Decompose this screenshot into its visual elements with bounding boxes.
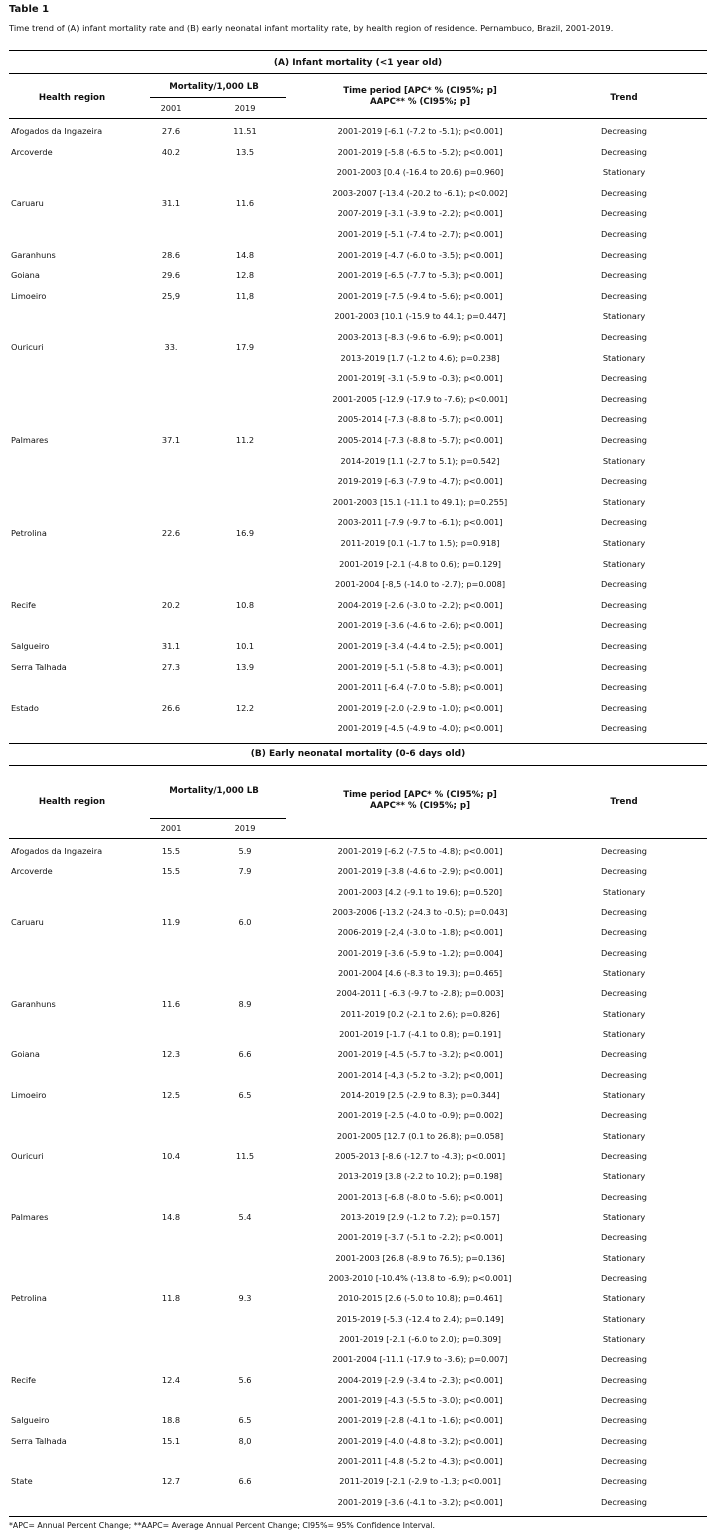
section-b-region-header: Health region [38, 797, 106, 807]
trend-value: Decreasing [600, 1476, 647, 1487]
rate-2001: 10.4 [161, 1151, 181, 1161]
trend-value: Stationary [602, 455, 646, 466]
rate-2001: 31.1 [161, 641, 181, 651]
trend-value: Decreasing [600, 1069, 647, 1080]
trend-value: Decreasing [600, 1435, 647, 1446]
period-header-line2: AAPC** % (CI95%; p] [370, 97, 470, 107]
rate-2019: 11.2 [235, 435, 255, 445]
region-name: Garanhuns [11, 998, 56, 1009]
trend-value: Stationary [602, 1252, 646, 1263]
trend-value: Stationary [602, 1130, 646, 1141]
region-name: Palmares [11, 1212, 49, 1222]
time-period: 2001-2019 [-3.7 (-5.1 to -2.2); p<0.001] [337, 1232, 503, 1243]
rate-2019: 8,0 [238, 1435, 252, 1446]
trend-value: Decreasing [600, 1415, 647, 1426]
rate-2001: 12.4 [161, 1374, 181, 1385]
rate-2001: 11.8 [161, 1293, 181, 1304]
table-bottom-rule [9, 1516, 707, 1517]
time-period: 2007-2019 [-3.1 (-3.9 to -2.2); p<0.001] [337, 208, 503, 219]
time-period: 2003-2007 [-13.4 (-20.2 to -6.1); p<0.002] [332, 187, 508, 198]
trend-value: Stationary [602, 1171, 646, 1182]
rate-2001: 37.1 [161, 435, 181, 445]
trend-value: Stationary [602, 538, 646, 548]
trend-value: Decreasing [600, 290, 647, 301]
trend-value: Decreasing [600, 1496, 647, 1507]
trend-value: Decreasing [600, 907, 647, 917]
trend-value: Decreasing [600, 682, 647, 693]
trend-value: Decreasing [600, 599, 647, 610]
section-a-region-header: Health region [38, 93, 106, 103]
region-name: Ouricuri [11, 342, 44, 353]
region-name: Serra Talhada [11, 1435, 67, 1446]
table-caption: Time trend of (A) infant mortality rate and (B) early neonatal infant mortality rate, by health region of residence. Pernambuco, Brazil, 2001-2019. [9, 22, 707, 51]
time-period: 2011-2019 [0.1 (-1.7 to 1.5); p=0.918] [340, 538, 500, 548]
section-b-top-rule [9, 765, 707, 766]
region-name: Salgueiro [11, 1415, 50, 1426]
trend-value: Decreasing [600, 1354, 647, 1365]
time-period: 2001-2019 [-2.1 (-6.0 to 2.0); p=0.309] [339, 1334, 501, 1344]
time-period: 2001-2003 [10.1 (-15.9 to 44.1; p=0.447] [334, 311, 506, 322]
rate-2019: 11.6 [235, 198, 255, 209]
section-a-mortality-header: Mortality/1,000 LB [169, 82, 259, 92]
time-period: 2001-2005 [-12.9 (-17.9 to -7.6); p<0.001] [332, 393, 508, 404]
time-period: 2001-2019[ -3.1 (-5.9 to -0.3); p<0.001] [337, 373, 503, 384]
section-b-trend-header: Trend [610, 797, 638, 807]
time-period: 2001-2019 [-2.1 (-4.8 to 0.6); p=0.129] [339, 558, 501, 569]
trend-value: Stationary [602, 1313, 646, 1324]
rate-2019: 10.8 [235, 599, 255, 610]
region-name: Afogados da Ingazeira [11, 126, 103, 136]
time-period: 2001-2011 [-6.4 (-7.0 to -5.8); p<0.001] [337, 682, 503, 693]
trend-value: Decreasing [600, 1110, 647, 1121]
time-period: 2011-2019 [0.2 (-2.1 to 2.6); p=0.826] [340, 1008, 500, 1019]
time-period: 2013-2019 [2.9 (-1.2 to 7.2); p=0.157] [340, 1212, 500, 1222]
time-period: 2005-2013 [-8.6 (-12.7 to -4.3); p<0.001] [334, 1151, 506, 1161]
section-a-year-2019: 2019 [234, 103, 256, 113]
rate-2001: 12.3 [161, 1049, 181, 1060]
time-period: 2014-2019 [1.1 (-2.7 to 5.1); p=0.542] [340, 455, 500, 466]
section-b-header-rule [9, 838, 707, 839]
rate-2019: 8.9 [238, 998, 252, 1009]
region-name: Petrolina [11, 1293, 47, 1304]
time-period: 2001-2004 [-8,5 (-14.0 to -2.7); p=0.008] [334, 579, 506, 590]
time-period: 2004-2011 [ -6.3 (-9.7 to -2.8); p=0.003] [336, 988, 504, 999]
time-period: 2001-2003 [26.8 (-8.9 to 76.5); p=0.136] [335, 1252, 505, 1263]
rate-2019: 12.2 [235, 702, 255, 713]
time-period: 2001-2019 [-4.5 (-4.9 to -4.0); p<0.001] [337, 723, 503, 734]
region-name: Recife [11, 1374, 37, 1385]
time-period: 2001-2014 [-4,3 (-5.2 to -3.2); p<0,001] [337, 1069, 503, 1080]
period-header-line2: AAPC** % (CI95%; p] [370, 801, 470, 811]
section-a-title: (A) Infant mortality (<1 year old) [273, 58, 443, 68]
rate-2019: 5.4 [238, 1212, 252, 1222]
rate-2019: 7.9 [238, 866, 252, 877]
time-period: 2004-2019 [-2.9 (-3.4 to -2.3); p<0.001] [337, 1374, 503, 1385]
trend-value: Stationary [602, 968, 646, 978]
time-period: 2001-2019 [-4.0 (-4.8 to -3.2); p<0.001] [337, 1435, 503, 1446]
rate-2001: 25,9 [161, 290, 181, 301]
trend-value: Stationary [602, 558, 646, 569]
time-period: 2006-2019 [-2,4 (-3.0 to -1.8); p<0.001] [337, 927, 503, 938]
time-period: 2001-2003 [15.1 (-11.1 to 49.1); p=0.255] [332, 496, 508, 507]
rate-2019: 11.51 [233, 126, 257, 136]
time-period: 2001-2019 [-7.5 (-9.4 to -5.6); p<0.001] [337, 290, 503, 301]
trend-value: Decreasing [600, 927, 647, 938]
section-b-year-2001: 2001 [160, 823, 182, 833]
time-period: 2001-2019 [-5.8 (-6.5 to -5.2); p<0.001] [337, 146, 503, 157]
trend-value: Decreasing [600, 661, 647, 672]
rate-2001: 40.2 [161, 146, 181, 157]
rate-2001: 26.6 [161, 702, 181, 713]
rate-2019: 6.6 [238, 1476, 252, 1487]
trend-value: Stationary [602, 311, 646, 322]
time-period: 2001-2019 [-3.8 (-4.6 to -2.9); p<0.001] [337, 866, 503, 877]
time-period: 2001-2019 [-2.8 (-4.1 to -1.6); p<0.001] [337, 1415, 503, 1426]
period-header-line1: Time period [APC* % (CI95%; p] [343, 790, 497, 800]
rate-2001: 11.9 [161, 917, 181, 928]
trend-value: Stationary [602, 1008, 646, 1019]
trend-value: Decreasing [600, 1232, 647, 1243]
section-a-period-header [300, 86, 540, 108]
section-a-top-rule [9, 73, 707, 74]
rate-2019: 5.9 [238, 846, 252, 856]
region-name: Salgueiro [11, 641, 50, 651]
trend-value: Decreasing [600, 641, 647, 651]
rate-2001: 20.2 [161, 599, 181, 610]
section-b-mortality-rule [150, 818, 286, 819]
region-name: Ouricuri [11, 1151, 44, 1161]
trend-value: Stationary [602, 1334, 646, 1344]
rate-2001: 18.8 [161, 1415, 181, 1426]
section-a-trend-header: Trend [610, 93, 638, 103]
region-name: Recife [11, 599, 37, 610]
rate-2019: 6.5 [238, 1090, 252, 1100]
time-period: 2013-2019 [3.8 (-2.2 to 10.2); p=0.198] [337, 1171, 503, 1182]
time-period: 2001-2019 [-6.5 (-7.7 to -5.3); p<0.001] [337, 270, 503, 281]
time-period: 2005-2014 [-7.3 (-8.8 to -5.7); p<0.001] [337, 435, 503, 445]
trend-value: Stationary [602, 352, 646, 363]
time-period: 2011-2019 [-2.1 (-2.9 to -1.3; p<0.001] [339, 1476, 501, 1487]
trend-value: Decreasing [600, 517, 647, 528]
time-period: 2001-2019 [-4.3 (-5.5 to -3.0); p<0.001] [337, 1395, 503, 1405]
rate-2001: 12.7 [161, 1476, 181, 1487]
section-b-mortality-header: Mortality/1,000 LB [169, 786, 259, 796]
rate-2001: 33. [164, 342, 178, 353]
trend-value: Decreasing [600, 723, 647, 734]
region-name: Petrolina [11, 527, 47, 538]
time-period: 2001-2019 [-2.0 (-2.9 to -1.0); p<0.001] [337, 702, 503, 713]
time-period: 2014-2019 [2.5 (-2.9 to 8.3); p=0.344] [340, 1090, 500, 1100]
trend-value: Decreasing [600, 702, 647, 713]
region-name: Palmares [11, 435, 49, 445]
time-period: 2001-2011 [-4.8 (-5.2 to -4.3); p<0.001] [337, 1456, 503, 1466]
region-name: Goiana [11, 1049, 40, 1060]
trend-value: Decreasing [600, 393, 647, 404]
trend-value: Decreasing [600, 208, 647, 219]
section-a-header-rule [9, 118, 707, 119]
trend-value: Decreasing [600, 620, 647, 631]
time-period: 2001-2005 [12.7 (0.1 to 26.8); p=0.058] [336, 1130, 504, 1141]
trend-value: Decreasing [600, 1374, 647, 1385]
table-number: Table 1 [9, 4, 50, 15]
trend-value: Stationary [602, 496, 646, 507]
time-period: 2001-2013 [-6.8 (-8.0 to -5.6); p<0.001] [337, 1191, 503, 1202]
rate-2001: 27.6 [161, 126, 181, 136]
rate-2001: 15.5 [161, 866, 181, 877]
time-period: 2004-2019 [-2.6 (-3.0 to -2.2); p<0.001] [337, 599, 503, 610]
trend-value: Decreasing [600, 435, 647, 445]
trend-value: Decreasing [600, 126, 647, 136]
rate-2001: 27.3 [161, 661, 181, 672]
rate-2001: 12.5 [161, 1090, 181, 1100]
section-b-period-header [300, 790, 540, 812]
time-period: 2001-2003 [0.4 (-16.4 to 20.6) p=0.960] [336, 167, 504, 178]
time-period: 2001-2004 [4.6 (-8.3 to 19.3); p=0.465] [337, 968, 503, 978]
trend-value: Decreasing [600, 249, 647, 260]
trend-value: Decreasing [600, 332, 647, 342]
trend-value: Decreasing [600, 1151, 647, 1161]
rate-2019: 16.9 [235, 527, 255, 538]
trend-value: Decreasing [600, 846, 647, 856]
rate-2019: 9.3 [238, 1293, 252, 1304]
time-period: 2015-2019 [-5.3 (-12.4 to 2.4); p=0.149] [336, 1313, 504, 1324]
rate-2019: 6.0 [238, 917, 252, 928]
trend-value: Decreasing [600, 373, 647, 384]
time-period: 2001-2019 [-3.4 (-4.4 to -2.5); p<0.001] [337, 641, 503, 651]
rate-2019: 11.5 [235, 1151, 255, 1161]
time-period: 2001-2019 [-1.7 (-4.1 to 0.8); p=0.191] [339, 1029, 501, 1039]
section-a-year-2001: 2001 [160, 103, 182, 113]
section-a-bottom-rule [9, 743, 707, 744]
section-b-year-2019: 2019 [234, 823, 256, 833]
time-period: 2001-2019 [-3.6 (-4.6 to -2.6); p<0.001] [337, 620, 503, 631]
time-period: 2003-2006 [-13.2 (-24.3 to -0.5); p=0.043] [332, 907, 508, 917]
time-period: 2013-2019 [1.7 (-1.2 to 4.6); p=0.238] [340, 352, 500, 363]
time-period: 2001-2019 [-6.2 (-7.5 to -4.8); p<0.001] [337, 846, 503, 856]
rate-2001: 15.5 [161, 846, 181, 856]
rate-2019: 5.6 [238, 1374, 252, 1385]
time-period: 2001-2019 [-3.6 (-4.1 to -3.2); p<0.001] [337, 1496, 503, 1507]
trend-value: Decreasing [600, 1049, 647, 1060]
trend-value: Decreasing [600, 1191, 647, 1202]
region-name: Caruaru [11, 198, 44, 209]
time-period: 2003-2011 [-7.9 (-9.7 to -6.1); p<0.001] [337, 517, 503, 528]
trend-value: Stationary [602, 1293, 646, 1304]
rate-2019: 11,8 [235, 290, 255, 301]
trend-value: Stationary [602, 1090, 646, 1100]
trend-value: Decreasing [600, 866, 647, 877]
rate-2001: 31.1 [161, 198, 181, 209]
trend-value: Decreasing [600, 1395, 647, 1405]
rate-2001: 14.8 [161, 1212, 181, 1222]
rate-2001: 22.6 [161, 527, 181, 538]
rate-2019: 17.9 [235, 342, 255, 353]
trend-value: Decreasing [600, 146, 647, 157]
time-period: 2001-2019 [-4.5 (-5.7 to -3.2); p<0.001] [337, 1049, 503, 1060]
trend-value: Decreasing [600, 988, 647, 999]
time-period: 2001-2004 [-11.1 (-17.9 to -3.6); p=0.007] [332, 1354, 508, 1365]
trend-value: Stationary [602, 167, 646, 178]
period-header-line1: Time period [APC* % (CI95%; p] [343, 86, 497, 96]
rate-2001: 29.6 [161, 270, 181, 281]
rate-2019: 6.6 [238, 1049, 252, 1060]
time-period: 2003-2013 [-8.3 (-9.6 to -6.9); p<0.001] [337, 332, 503, 342]
trend-value: Decreasing [600, 229, 647, 239]
time-period: 2001-2019 [-5.1 (-7.4 to -2.7); p<0.001] [337, 229, 503, 239]
trend-value: Decreasing [600, 270, 647, 281]
region-name: Serra Talhada [11, 661, 67, 672]
time-period: 2001-2019 [-3.6 (-5.9 to -1.2); p=0.004] [337, 947, 503, 958]
region-name: Limoeiro [11, 290, 47, 301]
trend-value: Stationary [602, 1212, 646, 1222]
rate-2019: 10.1 [235, 641, 255, 651]
time-period: 2001-2019 [-2.5 (-4.0 to -0.9); p=0.002] [337, 1110, 503, 1121]
region-name: Limoeiro [11, 1090, 47, 1100]
trend-value: Decreasing [600, 947, 647, 958]
region-name: Estado [11, 702, 39, 713]
rate-2001: 11.6 [161, 998, 181, 1009]
region-name: Arcoverde [11, 866, 53, 877]
trend-value: Stationary [602, 886, 646, 897]
rate-2019: 13.9 [235, 661, 255, 672]
trend-value: Stationary [602, 1029, 646, 1039]
trend-value: Decreasing [600, 1456, 647, 1466]
time-period: 2005-2014 [-7.3 (-8.8 to -5.7); p<0.001] [337, 414, 503, 425]
region-name: State [11, 1476, 33, 1487]
section-b-title: (B) Early neonatal mortality (0-6 days old) [250, 749, 466, 759]
rate-2019: 12.8 [235, 270, 255, 281]
region-name: Afogados da Ingazeira [11, 846, 103, 856]
trend-value: Decreasing [600, 1273, 647, 1283]
rate-2019: 6.5 [238, 1415, 252, 1426]
rate-2019: 13.5 [235, 146, 255, 157]
time-period: 2001-2019 [-6.1 (-7.2 to -5.1); p<0.001] [337, 126, 503, 136]
time-period: 2001-2019 [-5.1 (-5.8 to -4.3); p<0.001] [337, 661, 503, 672]
table-footnote: *APC= Annual Percent Change; **AAPC= Average Annual Percent Change; CI95%= 95% Confidence Interval. [9, 1521, 435, 1530]
rate-2019: 14.8 [235, 249, 255, 260]
time-period: 2003-2010 [-10.4% (-13.8 to -6.9); p<0.001] [328, 1273, 512, 1283]
trend-value: Decreasing [600, 579, 647, 590]
time-period: 2001-2019 [-4.7 (-6.0 to -3.5); p<0.001] [337, 249, 503, 260]
rate-2001: 15.1 [161, 1435, 181, 1446]
region-name: Goiana [11, 270, 40, 281]
trend-value: Decreasing [600, 414, 647, 425]
section-a-mortality-rule [150, 97, 286, 98]
region-name: Caruaru [11, 917, 44, 928]
trend-value: Decreasing [600, 187, 647, 198]
region-name: Arcoverde [11, 146, 53, 157]
time-period: 2019-2019 [-6.3 (-7.9 to -4.7); p<0.001] [337, 476, 503, 487]
trend-value: Decreasing [600, 476, 647, 487]
time-period: 2010-2015 [2.6 (-5.0 to 10.8); p=0.461] [337, 1293, 503, 1304]
rate-2001: 28.6 [161, 249, 181, 260]
time-period: 2001-2003 [4.2 (-9.1 to 19.6); p=0.520] [337, 886, 503, 897]
region-name: Garanhuns [11, 249, 56, 260]
